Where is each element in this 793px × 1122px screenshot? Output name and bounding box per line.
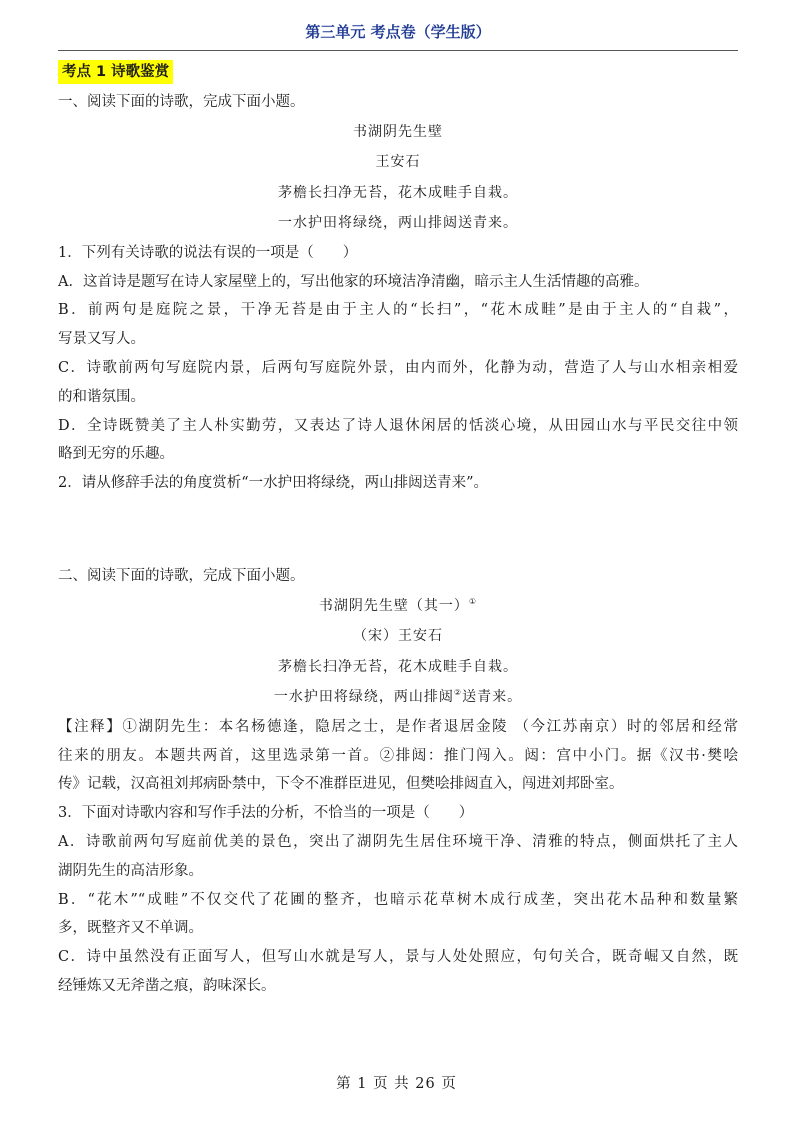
question-1-option-b-cont: 写景又写人。 <box>58 331 145 348</box>
question-3 <box>58 799 738 1001</box>
question-1-option-d: D．全诗既赞美了主人朴实勤劳，又表达了诗人退休闲居的恬淡心境，从田园山水与平民交往中领 <box>58 417 738 434</box>
question-1-stem: 1．下列有关诗歌的说法有误的一项是（ ） <box>58 244 358 261</box>
document-body <box>58 60 738 1001</box>
annotation-line-2: 往来的朋友。本题共两首，这里选录第一首。②排闼：推门闯入。闼：宫中小门。据《汉书·樊哙 <box>58 747 738 764</box>
annotation-line-1: 【注释】①湖阴先生：本名杨德逢，隐居之士，是作者退居金陵 （今江苏南京）时的邻居和经常 <box>58 718 738 735</box>
poem-2-line-2-part-b: 送青来。 <box>462 689 523 706</box>
question-3-option-a-cont: 湖阴先生的高洁形象。 <box>58 862 203 879</box>
poem-2-title-text: 书湖阴先生壁（其一） <box>318 597 469 614</box>
page-header <box>58 18 738 51</box>
answer-space <box>58 498 738 562</box>
question-2-stem: 2．请从修辞手法的角度赏析“一水护田将绿绕，两山排闼送青来”。 <box>58 475 489 492</box>
poem-1 <box>58 117 738 239</box>
question-1-option-c-cont: 的和谐氛围。 <box>58 388 145 405</box>
section-label: 考点 1 诗歌鉴赏 <box>58 60 173 84</box>
question-3-stem: 3．下面对诗歌内容和写作手法的分析，不恰当的一项是（ ） <box>58 805 474 822</box>
question-3-option-b-cont: 多，既整齐又不单调。 <box>58 920 203 937</box>
question-3-option-b: B．“花木”“成畦”不仅交代了花圃的整齐，也暗示花草树木成行成垄，突出花木品种和数量繁 <box>58 891 738 908</box>
question-3-option-a: A．诗歌前两句写庭前优美的景色，突出了湖阴先生居住环境干净、清雅的特点，侧面烘托了主人 <box>58 833 738 850</box>
poem-2-line-2 <box>58 682 738 713</box>
poem-1-line-2: 一水护田将绿绕，两山排闼送青来。 <box>278 215 518 232</box>
poem-2 <box>58 591 738 713</box>
poem-2-line-1: 茅檐长扫净无苔，花木成畦手自栽。 <box>278 658 518 675</box>
question-1-option-a: A．这首诗是题写在诗人家屋壁上的，写出他家的环境洁净清幽，暗示主人生活情趣的高雅。 <box>58 273 649 290</box>
question-intro-2: 二、阅读下面的诗歌，完成下面小题。 <box>58 567 305 584</box>
question-1 <box>58 239 738 469</box>
question-3-option-c-cont: 经锤炼又无斧凿之痕，韵味深长。 <box>58 977 276 994</box>
poem-2-author: （宋）王安石 <box>353 628 443 645</box>
footnote-marker-1: ① <box>468 596 478 606</box>
poem-2-line-2-part-a: 一水护田将绿绕，两山排闼 <box>273 689 454 706</box>
footnote-marker-2: ② <box>453 688 463 698</box>
question-1-option-d-cont: 略到无穷的乐趣。 <box>58 446 174 463</box>
question-1-option-c: C．诗歌前两句写庭院内景，后两句写庭院外景，由内而外，化静为动，营造了人与山水相亲相爱 <box>58 359 738 376</box>
poem-2-title <box>58 591 738 622</box>
section-label-row <box>58 60 738 88</box>
page-footer: 第 1 页 共 26 页 <box>336 1076 457 1092</box>
question-3-option-c: C．诗中虽然没有正面写人，但写山水就是写人，景与人处处照应，句句关合，既奇崛又自然，既 <box>58 949 738 966</box>
poem-1-line-1: 茅檐长扫净无苔，花木成畦手自栽。 <box>278 184 518 201</box>
question-intro-1: 一、阅读下面的诗歌，完成下面小题。 <box>58 94 305 110</box>
poem-1-author: 王安石 <box>375 154 421 171</box>
question-1-option-b: B．前两句是庭院之景，干净无苔是由于主人的“长扫”，“花木成畦”是由于主人的“自栽”， <box>58 302 738 319</box>
header-title: 第三单元 考点卷（学生版） <box>305 23 491 41</box>
poem-1-title: 书湖阴先生壁 <box>353 123 443 140</box>
annotation <box>58 713 738 799</box>
annotation-line-3: 传》记载，汉高祖刘邦病卧禁中，下令不准群臣进见，但樊哙排闼直入，闯进刘邦卧室。 <box>58 776 624 793</box>
